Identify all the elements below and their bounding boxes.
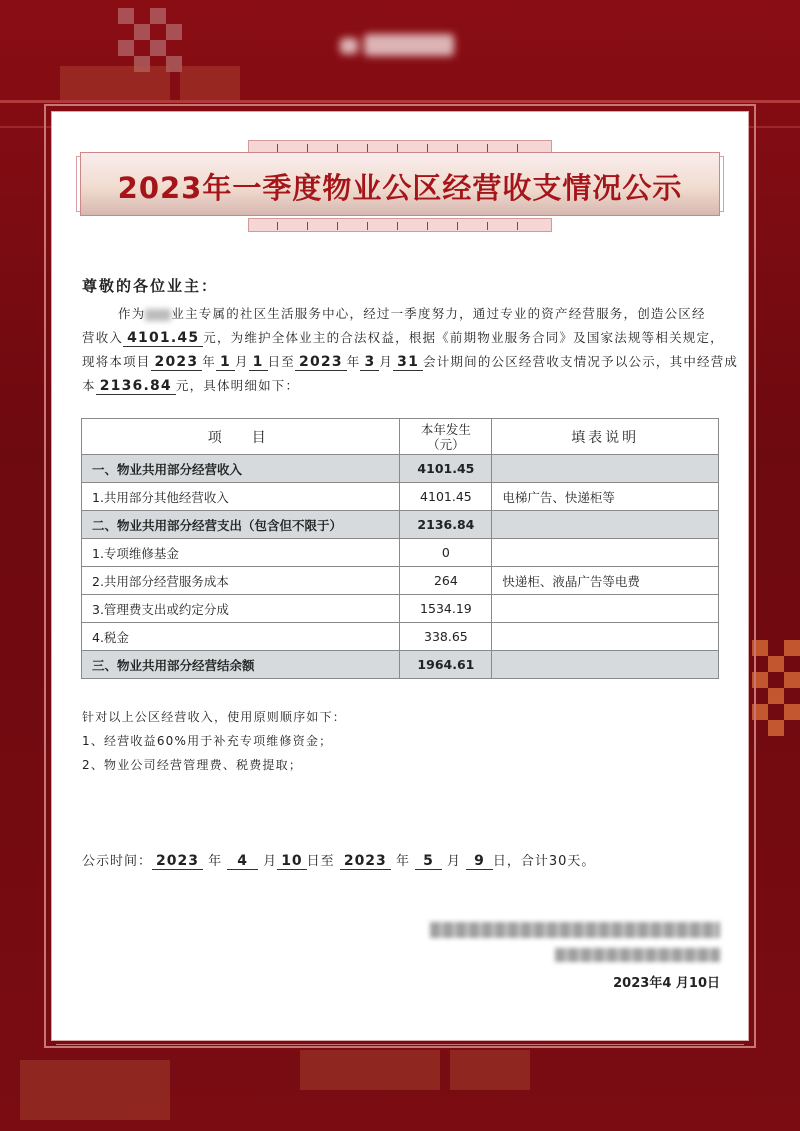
row-amount: 1534.19: [400, 595, 492, 623]
page-title: 2023年一季度物业公区经营收支情况公示: [117, 171, 683, 205]
pub-end-month: 5: [415, 853, 442, 870]
month-label: 月: [446, 854, 461, 869]
table-row: [82, 483, 719, 511]
intro-text: 业主专属的社区生活服务中心，经过一季度努力，通过专业的资产经营服务，创造公区经: [171, 306, 706, 321]
row-item: 三、物业共用部分经营结余额: [82, 651, 400, 679]
pub-start-day: 10: [277, 853, 306, 870]
title-banner-bottom: [248, 218, 552, 232]
income-amount: 4101.45: [123, 330, 203, 347]
day-to-label: 日至: [267, 354, 295, 369]
table-header-row: [82, 419, 719, 455]
row-amount: 2136.84: [400, 511, 492, 539]
row-amount: 264: [400, 567, 492, 595]
table-row: [82, 539, 719, 567]
header-amount-line1: 本年发生: [420, 421, 471, 437]
row-item: 2.共用部分经营服务成本: [82, 567, 400, 595]
notes-item-2: 2、物业公司经营管理费、税费提取；: [82, 758, 303, 772]
publicity-label: 公示时间：: [82, 854, 153, 869]
intro-line-1: [82, 304, 758, 322]
year-label: 年: [202, 354, 216, 369]
redacted-company-name: [430, 922, 720, 938]
intro-line-4: [82, 376, 722, 394]
cost-amount: 2136.84: [96, 378, 176, 395]
row-note: [492, 511, 719, 539]
publicity-period: [82, 850, 595, 869]
row-amount: 338.65: [400, 623, 492, 651]
end-month: 3: [360, 354, 379, 371]
row-item: 1.共用部分其他经营收入: [82, 483, 400, 511]
intro-text: 会计期间的公区经营收支情况予以公示，其中经营成: [423, 354, 739, 369]
decor-block: [300, 1050, 440, 1090]
table-row: [82, 511, 719, 539]
intro-line-3: [82, 352, 739, 370]
decor-block: [450, 1050, 530, 1090]
table-row: [82, 651, 719, 679]
table-row: [82, 623, 719, 651]
table-row: [82, 567, 719, 595]
year-label: 年: [346, 354, 361, 369]
header-item: 项 目: [82, 419, 400, 455]
notice-paper: [52, 112, 748, 1040]
row-item: 1.专项维修基金: [82, 539, 400, 567]
pub-end-year: 2023: [340, 853, 391, 870]
end-year: 2023: [295, 354, 347, 371]
row-note: [492, 651, 719, 679]
background-stripe: [0, 100, 800, 103]
row-item: 3.管理费支出或约定分成: [82, 595, 400, 623]
row-amount: 4101.45: [400, 483, 492, 511]
start-day: 1: [249, 354, 268, 371]
row-note: [492, 455, 719, 483]
notes-heading: 针对以上公区经营收入，使用原则顺序如下：: [82, 710, 347, 724]
decor-block: [20, 1060, 170, 1120]
pub-start-month: 4: [227, 853, 258, 870]
day-to-label: 日至: [306, 854, 335, 869]
end-day: 31: [393, 354, 423, 371]
pub-end-day: 9: [466, 853, 493, 870]
header-amount-line2: （元）: [427, 436, 465, 452]
year-label: 年: [208, 854, 223, 869]
brand-logo-blurred: [340, 28, 460, 62]
row-note: [492, 595, 719, 623]
row-amount: 1964.61: [400, 651, 492, 679]
row-item: 二、物业共用部分经营支出（包含但不限于）: [82, 511, 400, 539]
start-year: 2023: [151, 354, 203, 371]
start-month: 1: [216, 354, 235, 371]
decor-block: [60, 66, 170, 100]
decor-block: [180, 66, 240, 100]
signature-date: 2023年4 月10日: [613, 976, 720, 991]
header-amount: [400, 419, 492, 455]
table-row: [82, 455, 719, 483]
row-item: 一、物业共用部分经营收入: [82, 455, 400, 483]
row-amount: 0: [400, 539, 492, 567]
year-label: 年: [395, 854, 410, 869]
table-row: [82, 595, 719, 623]
row-note: [492, 539, 719, 567]
pub-start-year: 2023: [152, 853, 203, 870]
redacted-department-name: [555, 948, 720, 962]
month-label: 月: [379, 354, 394, 369]
intro-text: 营收入: [82, 330, 124, 345]
publicity-tail: 日，合计30天。: [492, 854, 596, 869]
intro-text: 现将本项目: [82, 354, 151, 369]
intro-text: 作为: [118, 306, 146, 321]
month-label: 月: [234, 354, 249, 369]
row-note: [492, 623, 719, 651]
header-note: 填表说明: [492, 419, 719, 455]
intro-text: 元，为维护全体业主的合法权益，根据《前期物业服务合同》及国家法规等相关规定，: [203, 330, 724, 345]
redacted-project-name: [145, 309, 171, 321]
intro-text: 本: [82, 378, 96, 393]
greeting: 尊敬的各位业主：: [82, 277, 219, 295]
month-label: 月: [263, 854, 278, 869]
frame-bottom-line: [56, 1044, 744, 1045]
intro-text: 元，具体明细如下：: [175, 378, 300, 393]
notes-item-1: 1、经营收益60%用于补充专项维修资金；: [82, 734, 333, 748]
row-item: 4.税金: [82, 623, 400, 651]
row-note: 电梯广告、快递柜等: [492, 483, 719, 511]
row-amount: 4101.45: [400, 455, 492, 483]
income-expense-table: [81, 418, 719, 679]
row-note: 快递柜、液晶广告等电费: [492, 567, 719, 595]
intro-line-2: [82, 328, 722, 346]
